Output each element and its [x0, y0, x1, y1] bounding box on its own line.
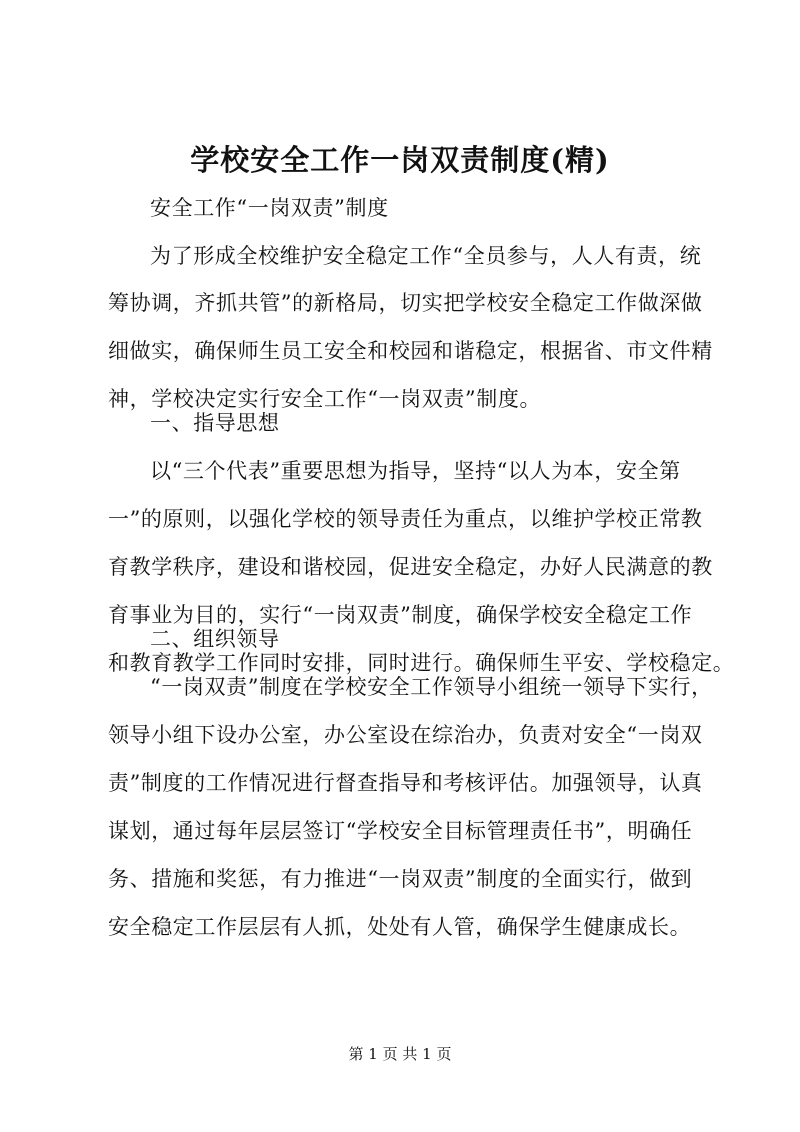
paragraph-line: 领导小组下设办公室，办公室设在综治办，负责对安全“一岗双	[108, 723, 703, 747]
paragraph-line: 筹协调，齐抓共管”的新格局，切实把学校安全稳定工作做深做	[108, 291, 703, 315]
paragraph-line: 务、措施和奖惩，有力推进“一岗双责”制度的全面实行，做到	[108, 867, 693, 891]
paragraph-line: 育教学秩序，建设和谐校园，促进安全稳定，办好人民满意的教	[108, 555, 713, 579]
section-heading: 二、组织领导	[150, 627, 280, 651]
paragraph-line: 安全稳定工作层层有人抓，处处有人管，确保学生健康成长。	[108, 915, 692, 939]
page-footer: 第 1 页 共 1 页	[348, 1045, 452, 1063]
paragraph-line: 谋划，通过每年层层签订“学校安全目标管理责任书”，明确任	[108, 819, 693, 843]
section-heading: 一、指导思想	[150, 411, 280, 435]
paragraph-line: 为了形成全校维护安全稳定工作“全员参与，人人有责，统	[150, 244, 702, 268]
paragraph-line: “一岗双责”制度在学校安全工作领导小组统一领导下实行，	[150, 675, 713, 699]
paragraph-line: 细做实，确保师生员工安全和校园和谐稳定，根据省、市文件精	[108, 339, 713, 363]
paragraph-line: 育事业为目的，实行“一岗双责”制度，确保学校安全稳定工作	[108, 603, 693, 627]
paragraph-line: 神，学校决定实行安全工作“一岗双责”制度。	[108, 387, 542, 411]
paragraph-line: 一”的原则，以强化学校的领导责任为重点，以维护学校正常教	[108, 507, 703, 531]
paragraph-line: 和教育教学工作同时安排，同时进行。确保师生平安、学校稳定。	[108, 651, 735, 675]
paragraph-line: 以“三个代表”重要思想为指导，坚持“以人为本，安全第	[150, 459, 681, 483]
document-title: 学校安全工作一岗双责制度(精)	[190, 143, 610, 177]
section-heading: 安全工作“一岗双责”制度	[150, 196, 389, 220]
paragraph-line: 责”制度的工作情况进行督查指导和考核评估。加强领导，认真	[108, 771, 703, 795]
